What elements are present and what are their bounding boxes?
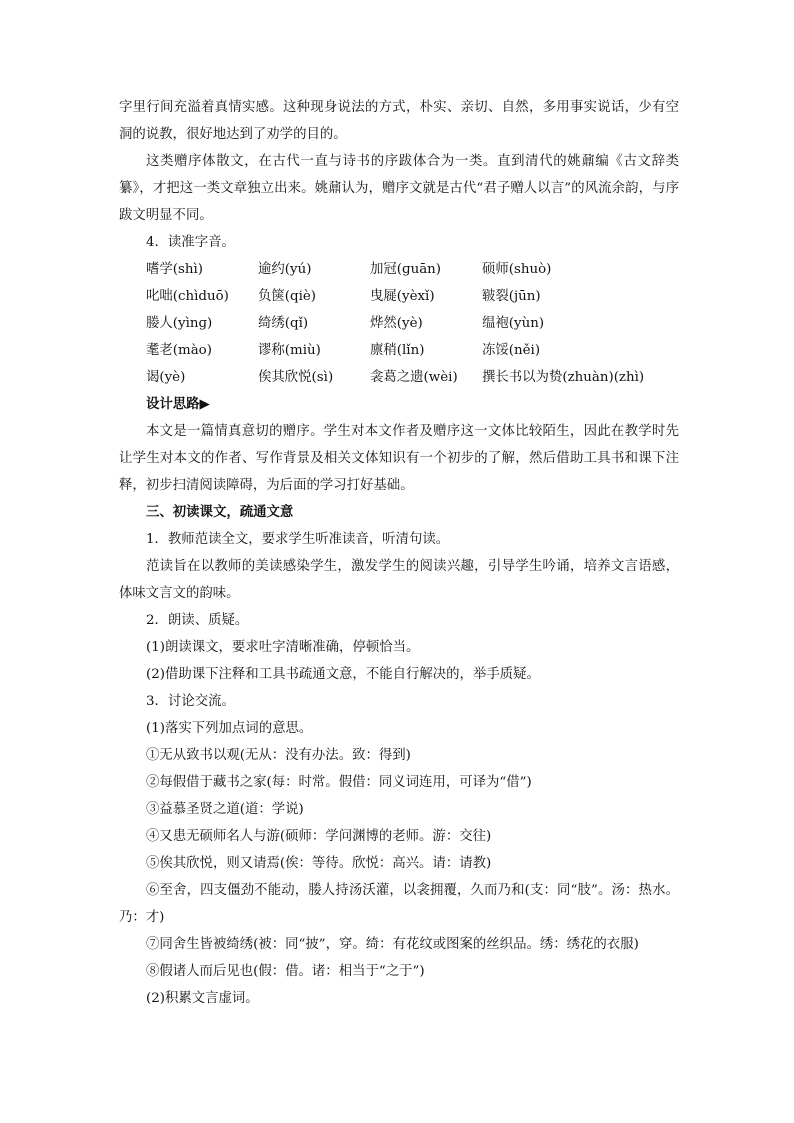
paragraph-zengxu: 这类赠序体散文，在古代一直与诗书的序跋体合为一类。直到清代的姚鼐编《古文辞类纂》，才把这一类文章独立出来。姚鼐认为，赠序文就是古代“君子赠人以言”的风流余韵，与序跋文明显不同。 bbox=[119, 154, 679, 223]
pronunciation-item: 硕师(shuò) bbox=[482, 262, 552, 277]
pronunciation-item: 耄老(mào) bbox=[146, 343, 212, 358]
pronunciation-item: 叱咄(chìduō) bbox=[146, 289, 229, 304]
list-item: ⑧假诸人而后见也(假：借。诸：相当于“之于”) bbox=[146, 964, 425, 979]
pronunciation-item: 皲裂(jūn) bbox=[482, 289, 541, 304]
pronunciation-item: 谒(yè) bbox=[146, 370, 186, 385]
list-item: ⑦同舍生皆被绮绣(被：同“披”，穿。绮：有花纹或图案的丝织品。绣：绣花的衣服) bbox=[146, 937, 639, 952]
pronunciation-item: 缊袍(yùn) bbox=[482, 316, 545, 331]
pronunciation-item: 嗜学(shì) bbox=[146, 262, 204, 277]
pronunciation-item: 加冠(ɡuān) bbox=[370, 262, 442, 277]
pronunciation-item: 曳屣(yèxǐ) bbox=[370, 289, 435, 304]
pronunciation-table bbox=[146, 256, 679, 391]
list-item: ①无从致书以观(无从：没有办法。致：得到) bbox=[146, 748, 411, 763]
design-paragraph: 本文是一篇情真意切的赠序。学生对本文作者及赠序这一文体比较陌生，因此在教学时先让学生对本文的作者、写作背景及相关文体知识有一个初步的了解，然后借助工具书和课下注释，初步扫清阅读障碍，为后面的学习打好基础。 bbox=[119, 424, 679, 493]
pronunciation-item: 俟其欣悦(sì) bbox=[258, 370, 334, 385]
list-item: 3．讨论交流。 bbox=[146, 694, 235, 709]
paragraph-pronunciation-heading: 4．读准字音。 bbox=[146, 235, 235, 250]
list-item: ④又患无硕师名人与游(硕师：学问渊博的老师。游：交往) bbox=[146, 829, 492, 844]
document-body bbox=[119, 94, 679, 1012]
pronunciation-item: 冻馁(něi) bbox=[482, 343, 541, 358]
list-item: ③益慕圣贤之道(道：学说) bbox=[146, 802, 304, 817]
design-heading: 设计思路▶ bbox=[146, 396, 210, 412]
pronunciation-item: 衾葛之遗(wèi) bbox=[370, 370, 458, 385]
paragraph-intro: 字里行间充溢着真情实感。这种现身说法的方式，朴实、亲切、自然，多用事实说话，少有空洞的说教，很好地达到了劝学的目的。 bbox=[119, 100, 679, 142]
list-item: (1)落实下列加点词的意思。 bbox=[146, 721, 313, 736]
pronunciation-item: 逾约(yú) bbox=[258, 262, 312, 277]
list-item: 2．朗读、质疑。 bbox=[146, 613, 249, 628]
list-item: 范读旨在以教师的美读感染学生，激发学生的阅读兴趣，引导学生吟诵，培养文言语感，体味文言文的韵味。 bbox=[119, 559, 679, 601]
list-item: ⑤俟其欣悦，则又请焉(俟：等待。欣悦：高兴。请：请教) bbox=[146, 856, 492, 871]
pronunciation-item: 负箧(qiè) bbox=[258, 289, 317, 304]
pronunciation-item: 绮绣(qǐ) bbox=[258, 316, 309, 331]
pronunciation-item: 谬称(miù) bbox=[258, 343, 321, 358]
pronunciation-item: 廪稍(lǐn) bbox=[370, 343, 425, 358]
list-item: 1．教师范读全文，要求学生听准读音，听清句读。 bbox=[146, 532, 450, 547]
list-item: (2)借助课下注释和工具书疏通文意，不能自行解决的，举手质疑。 bbox=[146, 667, 540, 682]
pronunciation-item: 烨然(yè) bbox=[370, 316, 423, 331]
pronunciation-item: 撰长书以为贽(zhuàn)(zhì) bbox=[482, 370, 645, 385]
pronunciation-item: 媵人(yìnɡ) bbox=[146, 316, 213, 331]
section-heading: 三、初读课文，疏通文意 bbox=[146, 504, 294, 520]
list-item: (2)积累文言虚词。 bbox=[146, 991, 259, 1006]
list-item: (1)朗读课文，要求吐字清晰准确，停顿恰当。 bbox=[146, 640, 420, 655]
list-item: ②每假借于藏书之家(每：时常。假借：同义词连用，可译为“借”) bbox=[146, 775, 532, 790]
list-item: ⑥至舍，四支僵劲不能动，媵人持汤沃灌，以衾拥覆，久而乃和(支：同“肢”。汤：热水。乃：才) bbox=[119, 883, 679, 925]
